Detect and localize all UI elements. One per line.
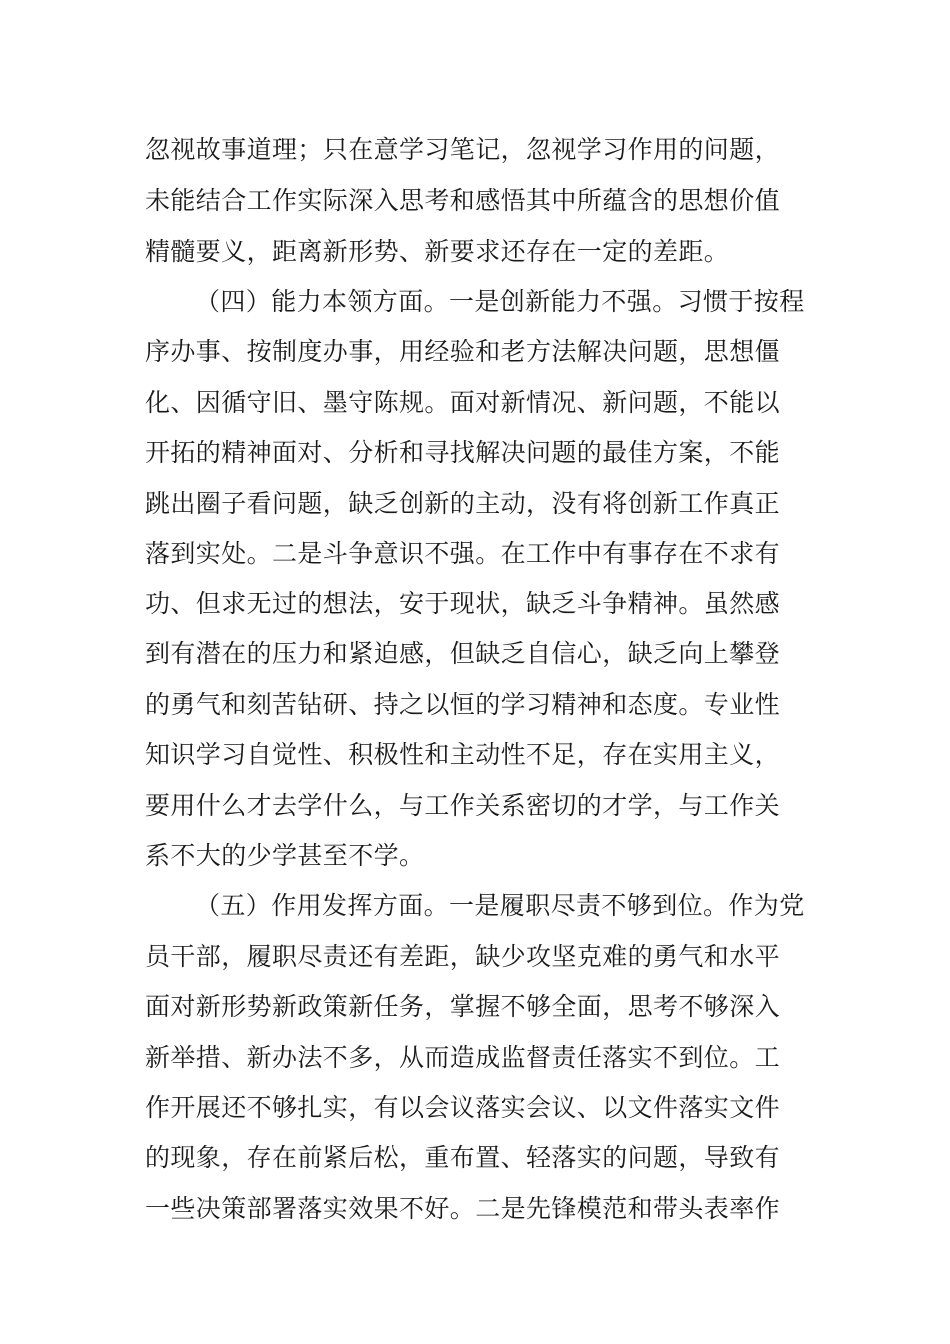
text-line: 要用什么才去学什么，与工作关系密切的才学，与工作关 (145, 791, 781, 820)
text-line: 开拓的精神面对、分析和寻找解决问题的最佳方案，不能 (145, 438, 781, 467)
text-line: 化、因循守旧、墨守陈规。面对新情况、新问题，不能以 (145, 388, 781, 417)
text-line: 功、但求无过的想法，安于现状，缺乏斗争精神。虽然感 (145, 589, 781, 618)
text-line: 员干部，履职尽责还有差距，缺少攻坚克难的勇气和水平 (145, 942, 781, 971)
text-line: 的现象，存在前紧后松，重布置、轻落实的问题，导致有 (145, 1143, 781, 1172)
paragraph-start-line: （四）能力本领方面。一是创新能力不强。习惯于按程 (195, 287, 805, 316)
text-line: 面对新形势新政策新任务，掌握不够全面，思考不够深入 (145, 992, 781, 1021)
text-line: 落到实处。二是斗争意识不强。在工作中有事存在不求有 (145, 539, 781, 568)
text-line: 新举措、新办法不多，从而造成监督责任落实不到位。工 (145, 1043, 781, 1072)
text-line: 未能结合工作实际深入思考和感悟其中所蕴含的思想价值 (145, 186, 781, 215)
text-line: 一些决策部署落实效果不好。二是先锋模范和带头表率作 (145, 1194, 781, 1223)
text-line: 序办事、按制度办事，用经验和老方法解决问题，思想僵 (145, 337, 781, 366)
text-line: 知识学习自觉性、积极性和主动性不足，存在实用主义， (145, 740, 781, 769)
text-line: 跳出圈子看问题，缺乏创新的主动，没有将创新工作真正 (145, 489, 781, 518)
text-line: 精髓要义，距离新形势、新要求还存在一定的差距。 (145, 237, 730, 266)
text-line: 到有潜在的压力和紧迫感，但缺乏自信心，缺乏向上攀登 (145, 639, 781, 668)
text-line: 作开展还不够扎实，有以会议落实会议、以文件落实文件 (145, 1093, 781, 1122)
paragraph-start-line: （五）作用发挥方面。一是履职尽责不够到位。作为党 (195, 891, 805, 920)
text-line: 忽视故事道理；只在意学习笔记，忽视学习作用的问题， (145, 135, 781, 164)
text-line: 的勇气和刻苦钻研、持之以恒的学习精神和态度。专业性 (145, 690, 781, 719)
text-line: 系不大的少学甚至不学。 (145, 841, 425, 870)
